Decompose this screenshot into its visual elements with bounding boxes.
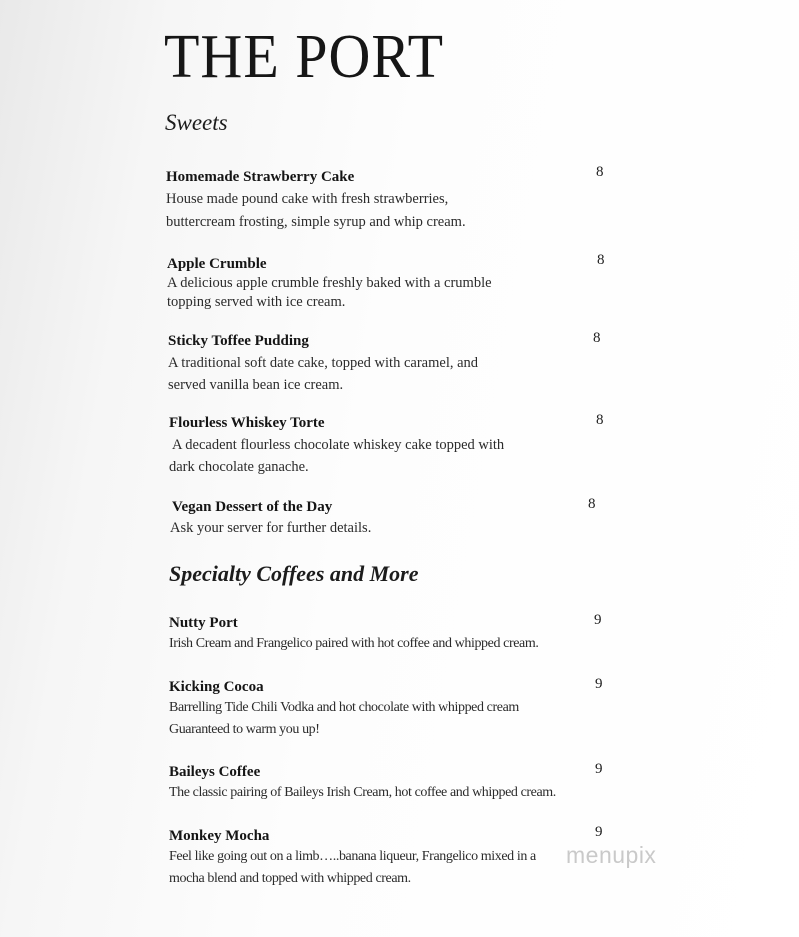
menu-item-strawberry-cake bbox=[166, 167, 686, 234]
menu-item-monkey-mocha bbox=[169, 826, 589, 890]
item-name: Kicking Cocoa bbox=[169, 679, 264, 695]
item-description: A delicious apple crumble freshly baked with a crumble topping served with ice cream. bbox=[167, 275, 492, 310]
item-price: 9 bbox=[595, 761, 603, 777]
item-price: 8 bbox=[596, 412, 604, 428]
item-name: Vegan Dessert of the Day bbox=[172, 499, 333, 515]
section-title-sweets: Sweets bbox=[165, 110, 228, 135]
menu-item-apple-crumble bbox=[167, 254, 687, 312]
item-price: 8 bbox=[597, 252, 605, 268]
menu-item-nutty-port bbox=[169, 613, 589, 655]
item-description: Feel like going out on a limb…..banana liqueur, Frangelico mixed in a mocha blend and topped with whipped cream. bbox=[169, 849, 536, 886]
item-price: 9 bbox=[595, 676, 603, 692]
menu-item-flourless-whiskey-torte bbox=[169, 413, 689, 478]
item-description: A traditional soft date cake, topped with caramel, and served vanilla bean ice cream. bbox=[168, 355, 479, 393]
item-name: Apple Crumble bbox=[167, 256, 267, 272]
section-title-specialty-coffees: Specialty Coffees and More bbox=[169, 561, 419, 586]
item-price: 8 bbox=[596, 164, 604, 180]
item-price: 9 bbox=[594, 612, 602, 628]
menu-item-vegan-dessert bbox=[170, 497, 690, 539]
item-description: Barrelling Tide Chili Vodka and hot chocolate with whipped cream Guaranteed to warm you up! bbox=[169, 700, 519, 737]
menu-item-sticky-toffee-pudding bbox=[168, 331, 688, 396]
item-name: Homemade Strawberry Cake bbox=[166, 169, 355, 185]
restaurant-title: THE PORT bbox=[164, 21, 445, 92]
item-price: 8 bbox=[588, 496, 596, 512]
item-name: Sticky Toffee Pudding bbox=[168, 333, 309, 349]
menu-item-baileys-coffee bbox=[169, 762, 589, 804]
item-name: Nutty Port bbox=[169, 615, 238, 631]
item-description: A decadent flourless chocolate whiskey cake topped with dark chocolate ganache. bbox=[169, 437, 505, 475]
item-name: Baileys Coffee bbox=[169, 764, 261, 780]
item-name: Flourless Whiskey Torte bbox=[169, 415, 325, 431]
item-description: House made pound cake with fresh strawberries, buttercream frosting, simple syrup and whip cream. bbox=[166, 191, 466, 230]
item-price: 9 bbox=[595, 824, 603, 840]
menupix-watermark: menupix bbox=[566, 842, 657, 868]
item-name: Monkey Mocha bbox=[169, 828, 270, 844]
item-description: The classic pairing of Baileys Irish Cream, hot coffee and whipped cream. bbox=[169, 785, 556, 800]
item-description: Ask your server for further details. bbox=[170, 520, 372, 536]
menu-item-kicking-cocoa bbox=[169, 677, 589, 741]
item-price: 8 bbox=[593, 330, 601, 346]
item-description: Irish Cream and Frangelico paired with hot coffee and whipped cream. bbox=[169, 636, 539, 651]
